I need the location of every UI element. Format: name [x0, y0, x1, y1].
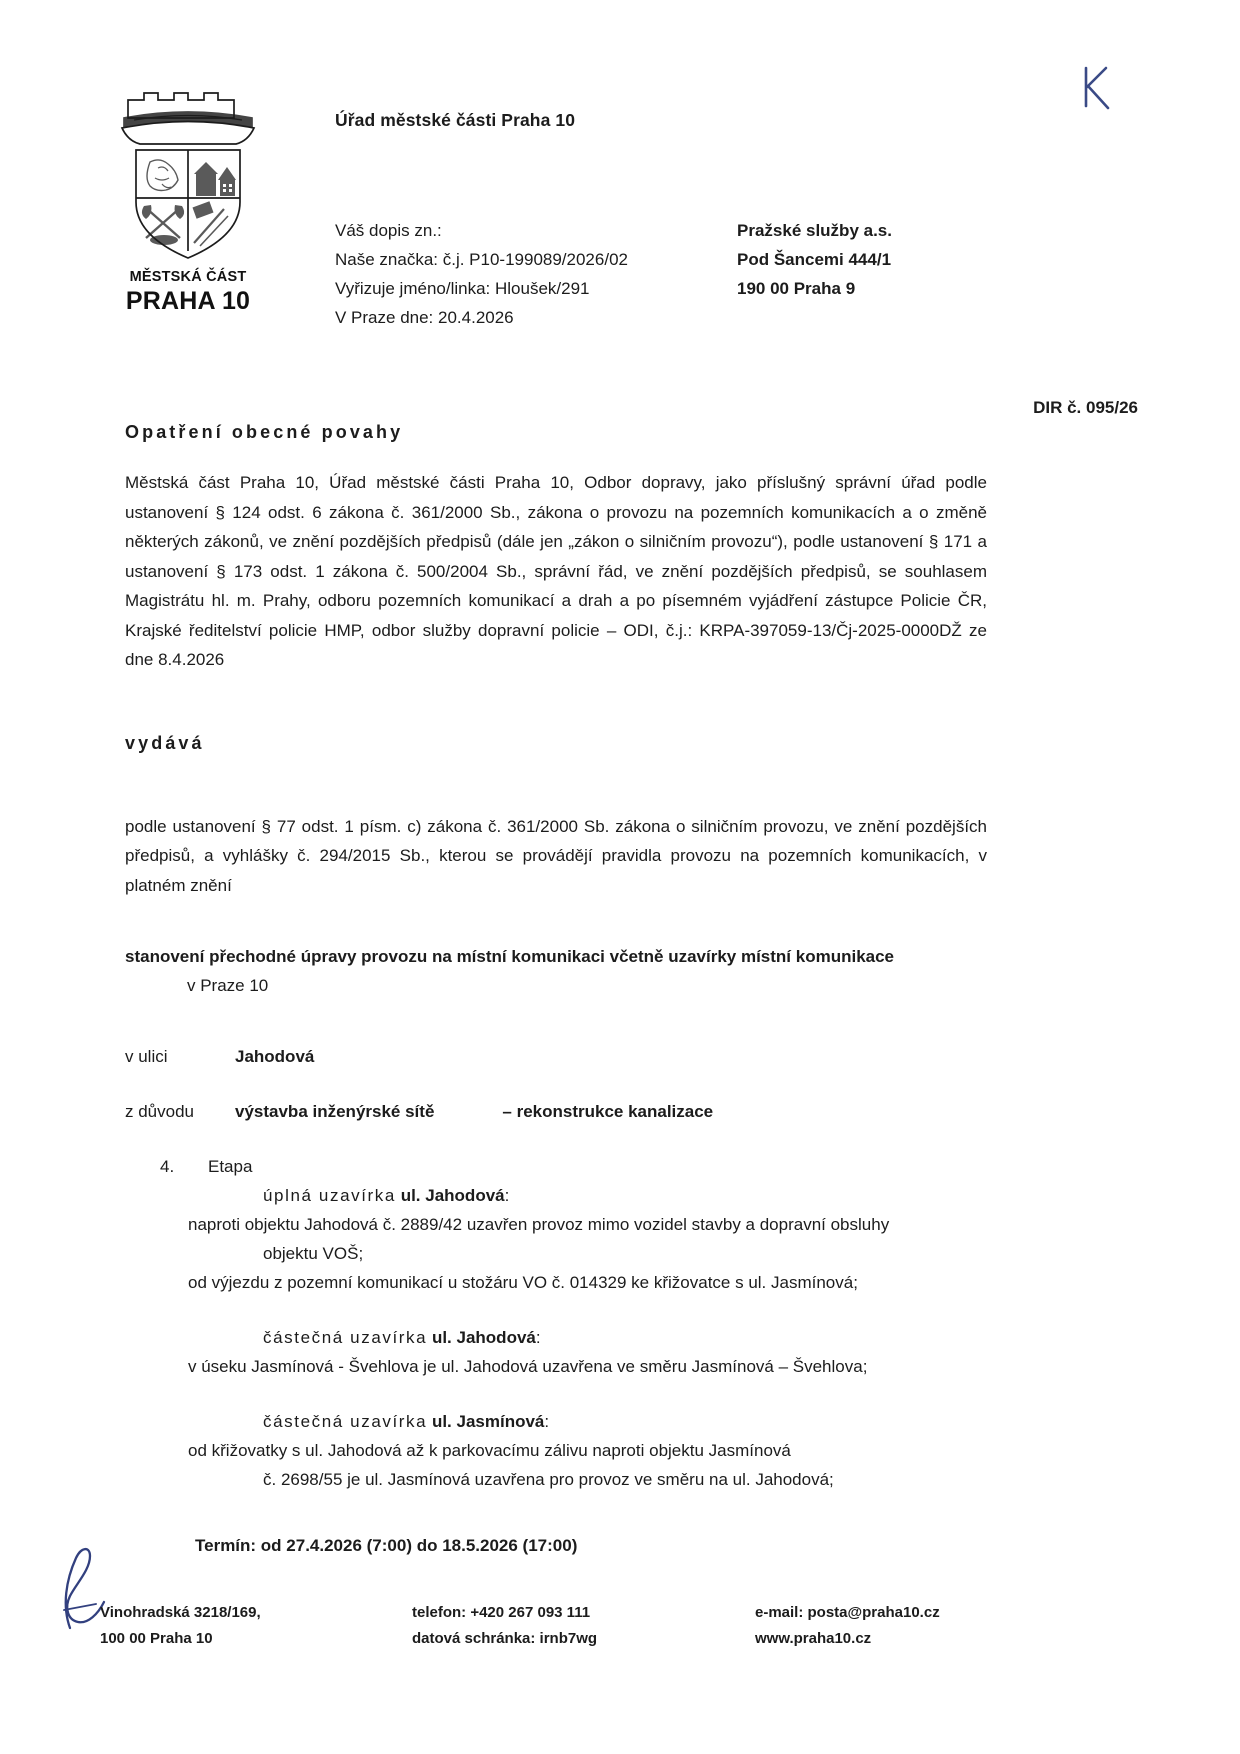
footer-address-line1: Vinohradská 3218/169, — [100, 1604, 261, 1621]
closure-street-1: ul. Jahodová — [400, 1186, 505, 1205]
subject-sub-line: v Praze 10 — [187, 976, 269, 995]
document-body — [125, 468, 987, 1556]
closure-street-2: ul. Jahodová — [431, 1328, 536, 1347]
closure-type-3: částečná uzavírka — [263, 1412, 428, 1431]
closure-detail-3-2: č. 2698/55 je ul. Jasmínová uzavřena pro provoz ve směru na ul. Jahodová; — [263, 1470, 834, 1489]
handwritten-initial-mark — [1076, 62, 1122, 114]
footer-email[interactable]: e-mail: posta@praha10.cz — [755, 1604, 940, 1621]
closure-detail-1-2: objektu VOŠ; — [263, 1244, 364, 1263]
footer-web — [755, 1600, 940, 1652]
footer-phone: telefon: +420 267 093 111 — [412, 1604, 591, 1621]
ref-your-letter: Váš dopis zn.: — [335, 221, 442, 240]
closure-street-3: ul. Jasmínová — [431, 1412, 545, 1431]
termin-line: Termín: od 27.4.2026 (7:00) do 18.5.2026 (17:00) — [195, 1536, 578, 1555]
footer-website[interactable]: www.praha10.cz — [755, 1630, 872, 1647]
crest-caption-municipality: MĚSTSKÁ ČÁST — [129, 269, 247, 285]
closure-detail-1-1: naproti objektu Jahodová č. 2889/42 uzavřen provoz mimo vozidel stavby a dopravní obsluhy — [188, 1215, 890, 1234]
coat-of-arms-icon — [114, 88, 262, 263]
dir-number: DIR č. 095/26 — [1033, 398, 1138, 417]
etapa-row — [160, 1152, 987, 1181]
street-value: Jahodová — [235, 1047, 315, 1066]
reason-value-secondary: – rekonstrukce kanalizace — [502, 1102, 714, 1121]
ref-handled-by: Vyřizuje jméno/linka: Hloušek/291 — [335, 279, 590, 298]
municipal-crest-block — [108, 88, 268, 316]
reason-value: výstavba inženýrské sítě — [235, 1102, 435, 1121]
office-title: Úřad městské části Praha 10 — [335, 110, 576, 130]
vydava-heading: vydává — [125, 732, 205, 753]
footer-address-line2: 100 00 Praha 10 — [100, 1630, 213, 1647]
street-row — [125, 1042, 987, 1071]
intro-paragraph: Městská část Praha 10, Úřad městské části Praha 10, Odbor dopravy, jako příslušný správní úřad podle ustanovení § 124 odst. 6 zákona č. 361/2000 Sb., zákona o provozu na pozemních komunikacích a o změně některých zákonů, ve znění pozdějších předpisů (dále jen „zákon o silničním provozu“), podle ustanovení § 171 a ustanovení § 173 odst. 1 zákona č. 500/2004 Sb., správní řád, ve znění pozdějších předpisů, se souhlasem Magistrátu hl. m. Prahy, odboru pozemních komunikací a drah a po písemném vyjádření zástupce Policie ČR, Krajské ředitelství policie HMP, odbor služby dopravní policie – ODI, č.j.: KRPA-397059-13/Čj-2025-0000DŽ ze dne 8.4.2026 — [125, 473, 987, 669]
ref-date: V Praze dne: 20.4.2026 — [335, 308, 514, 327]
footer-address — [100, 1600, 261, 1652]
crest-caption-praha10: PRAHA 10 — [125, 287, 251, 315]
closure-colon-2: : — [535, 1328, 541, 1347]
closure-heading-3 — [263, 1407, 987, 1436]
closure-detail-3-1: od křižovatky s ul. Jahodová až k parkovacímu zálivu naproti objektu Jasmínová — [188, 1441, 791, 1460]
closure-type-1: úplná uzavírka — [263, 1186, 396, 1205]
closure-detail-2-1: v úseku Jasmínová - Švehlova je ul. Jahodová uzavřena ve směru Jasmínová – Švehlova; — [188, 1357, 868, 1376]
closure-colon-1: : — [504, 1186, 510, 1205]
ref-our-mark: Naše značka: č.j. P10-199089/2026/02 — [335, 250, 628, 269]
reason-row — [125, 1097, 987, 1126]
closure-detail-1-3: od výjezdu z pozemní komunikací u stožáru VO č. 014329 ke křižovatce s ul. Jasmínová; — [188, 1273, 858, 1292]
footer-contact — [412, 1600, 597, 1652]
closure-heading-1 — [263, 1181, 987, 1210]
footer-databox: datová schránka: irnb7wg — [412, 1630, 598, 1647]
reason-key: z důvodu — [125, 1102, 194, 1121]
street-key: v ulici — [125, 1047, 168, 1066]
recipient-city: 190 00 Praha 9 — [737, 279, 856, 298]
recipient-address — [737, 216, 892, 303]
closure-colon-3: : — [544, 1412, 550, 1431]
page-title: Opatření obecné povahy — [125, 422, 404, 442]
reference-block — [335, 216, 628, 332]
subject-line: stanovení přechodné úpravy provozu na místní komunikaci včetně uzavírky místní komunikace — [125, 947, 895, 966]
closure-type-2: částečná uzavírka — [263, 1328, 428, 1347]
recipient-name: Pražské služby a.s. — [737, 221, 892, 240]
etapa-number: 4. — [160, 1157, 175, 1176]
closure-heading-2 — [263, 1323, 987, 1352]
recipient-street: Pod Šancemi 444/1 — [737, 250, 892, 269]
etapa-label: Etapa — [208, 1157, 253, 1176]
legal-basis-paragraph: podle ustanovení § 77 odst. 1 písm. c) zákona č. 361/2000 Sb. zákona o silničním provozu, ve znění pozdějších předpisů, a vyhlášky č. 294/2015 Sb., kterou se provádějí pravidla provozu na pozemních komunikacích, v platném znění — [125, 816, 987, 895]
